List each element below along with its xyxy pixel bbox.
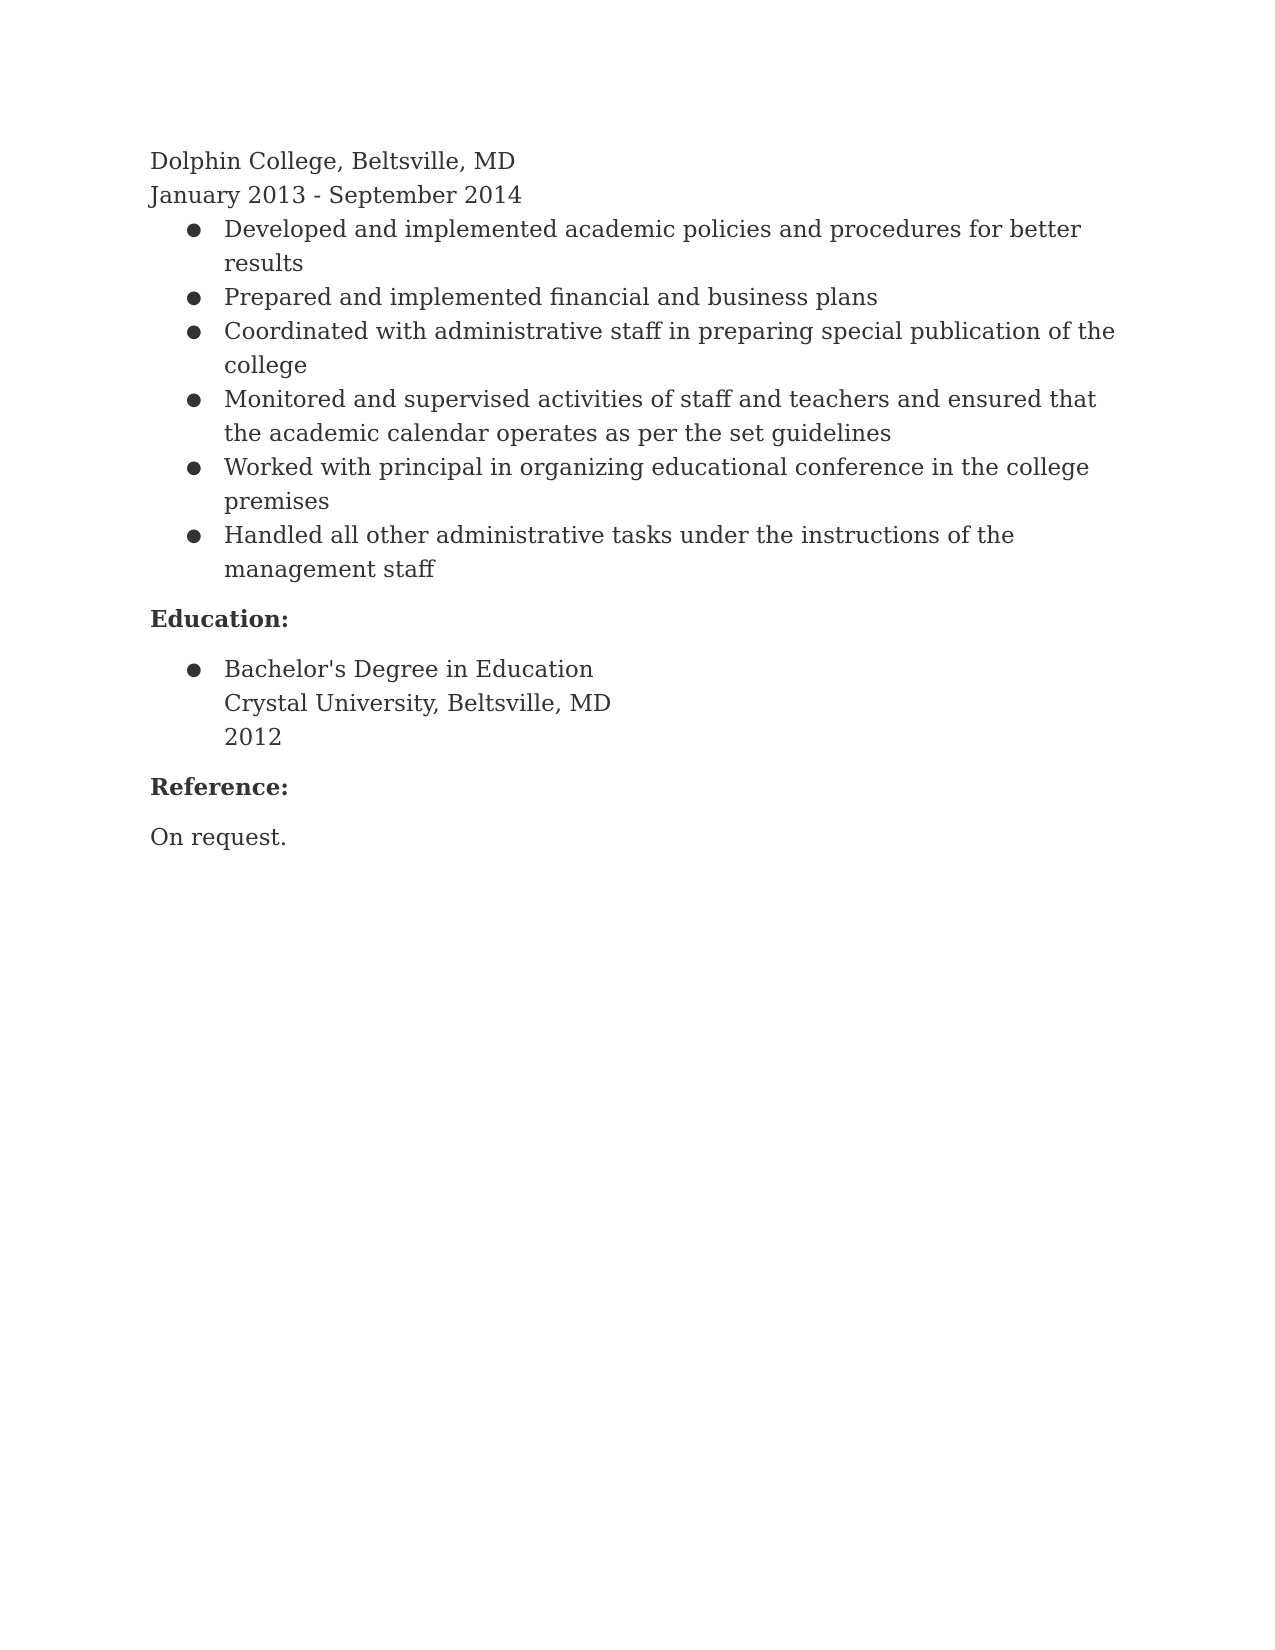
- list-item: [150, 281, 1130, 315]
- reference-text: On request.: [150, 825, 288, 851]
- bullet-icon: ●: [186, 287, 202, 308]
- list-item: [150, 383, 1130, 451]
- resume-page: [150, 145, 1130, 855]
- degree-name: Bachelor's Degree in Education: [224, 657, 594, 683]
- reference-heading: Reference:: [150, 774, 289, 801]
- education-heading: Education:: [150, 606, 290, 633]
- bullet-icon: ●: [186, 525, 202, 546]
- experience-bullet-list: [150, 213, 1130, 587]
- graduation-year: 2012: [224, 725, 283, 751]
- employer-line: Dolphin College, Beltsville, MD: [150, 149, 516, 175]
- list-item: [150, 519, 1130, 587]
- bullet-icon: ●: [186, 457, 202, 478]
- list-item: [150, 451, 1130, 519]
- list-item: [150, 213, 1130, 281]
- bullet-text: Coordinated with administrative staff in preparing special publication of the college: [224, 319, 1116, 379]
- bullet-icon: ●: [186, 321, 202, 342]
- bullet-icon: ●: [186, 659, 202, 680]
- list-item: [150, 315, 1130, 383]
- bullet-icon: ●: [186, 219, 202, 240]
- school-name: Crystal University, Beltsville, MD: [224, 691, 612, 717]
- bullet-text: Handled all other administrative tasks under the instructions of the management staff: [224, 523, 1015, 583]
- employment-dates: January 2013 - September 2014: [150, 183, 523, 209]
- bullet-text: Prepared and implemented financial and business plans: [224, 285, 878, 311]
- bullet-icon: ●: [186, 389, 202, 410]
- list-item: [150, 653, 1130, 755]
- bullet-text: Worked with principal in organizing educational conference in the college premises: [224, 455, 1090, 515]
- education-list: [150, 653, 1130, 755]
- bullet-text: Developed and implemented academic policies and procedures for better results: [224, 217, 1081, 277]
- bullet-text: Monitored and supervised activities of staff and teachers and ensured that the academic calendar operates as per the set guidelines: [224, 387, 1097, 447]
